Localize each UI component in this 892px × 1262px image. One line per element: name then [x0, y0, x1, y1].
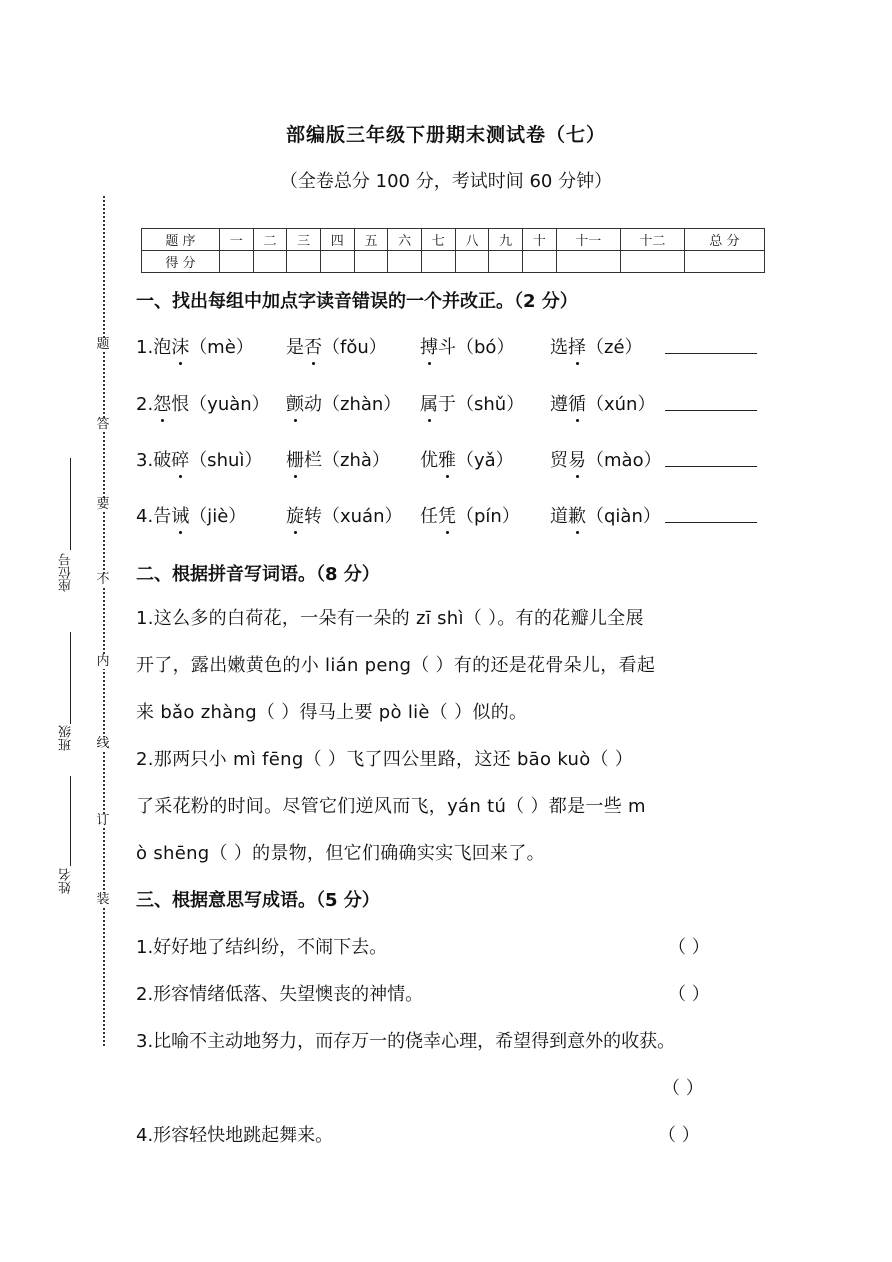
dotted-char: 歉: [568, 506, 586, 527]
section-3-item: 3.比喻不主动地努力，而存万一的侥幸心理，希望得到意外的收获。: [136, 1031, 676, 1052]
section-1-item: [286, 446, 390, 472]
score-cell[interactable]: [219, 251, 253, 273]
section-1-item: [286, 502, 403, 528]
pinyin-text: （zé）: [586, 337, 643, 358]
section-2-line: 了采花粉的时间。尽管它们逆风而飞，yán tú（ ）都是一些 m: [136, 796, 646, 817]
dotted-char: 颤: [286, 394, 304, 415]
score-table-header-row: [142, 229, 765, 251]
dotted-char: 择: [568, 337, 586, 358]
section-1-item: [136, 333, 254, 359]
section-1-item: [550, 333, 643, 359]
dotted-char: 碎: [171, 450, 190, 471]
pinyin-text: （shuì）: [189, 450, 263, 471]
dotted-char: 搏: [420, 337, 438, 358]
word-char: 贸: [550, 450, 568, 471]
answer-blank[interactable]: [665, 506, 757, 527]
section-2-line: 1.这么多的白荷花，一朵有一朵的 zī shì（ ）。有的花瓣儿全展: [136, 608, 644, 629]
dotted-char: 雅: [438, 450, 456, 471]
margin-char: 不: [96, 572, 110, 587]
score-table: [141, 228, 765, 273]
pinyin-text: （xún）: [586, 394, 656, 415]
score-table-score-row: [142, 251, 765, 273]
table-cell: 九: [489, 229, 523, 251]
score-cell[interactable]: [320, 251, 354, 273]
table-cell: 三: [287, 229, 321, 251]
pinyin-text: 转（xuán）: [304, 506, 403, 527]
section-3-item: 2.形容情绪低落、失望懊丧的神情。: [136, 984, 424, 1005]
table-cell: 十: [522, 229, 556, 251]
pinyin-text: 栏（zhà）: [304, 450, 390, 471]
seat-number-field[interactable]: [70, 458, 71, 550]
margin-char: 内: [96, 654, 110, 669]
pinyin-text: 斗（bó）: [438, 337, 515, 358]
table-cell: 二: [253, 229, 287, 251]
answer-paren[interactable]: （ ）: [668, 984, 710, 1005]
section-1-item: [550, 502, 661, 528]
section-3-heading: 三、根据意思写成语。（5 分）: [136, 890, 380, 911]
section-3-item: 4.形容轻快地跳起舞来。: [136, 1125, 334, 1146]
score-cell[interactable]: [354, 251, 388, 273]
margin-char: 线: [96, 736, 110, 751]
table-cell: 十二: [620, 229, 684, 251]
section-1-item: [550, 390, 655, 416]
word-char: 优: [420, 450, 438, 471]
score-cell[interactable]: [253, 251, 287, 273]
answer-blank[interactable]: [665, 394, 757, 415]
margin-char: 要: [96, 497, 110, 512]
section-3-item: 1.好好地了结纠纷，不闹下去。: [136, 937, 388, 958]
section-2-line: 开了，露出嫩黄色的小 lián peng（ ）有的还是花骨朵儿，看起: [136, 655, 656, 676]
table-cell: 六: [388, 229, 422, 251]
margin-char: 订: [96, 813, 110, 828]
section-1-item: [286, 333, 387, 359]
word-char: 任: [420, 506, 438, 527]
section-2-line: 2.那两只小 mì fēng（ ）飞了四公里路，这还 bāo kuò（ ）: [136, 749, 634, 770]
word-char: 破: [153, 450, 172, 471]
section-1-item: [136, 446, 262, 472]
table-cell: 总 分: [685, 229, 765, 251]
section-1-heading: 一、找出每组中加点字读音错误的一个并改正。（2 分）: [136, 291, 578, 312]
section-2-line: ò shēng（ ）的景物，但它们确确实实飞回来了。: [136, 843, 545, 864]
dotted-char: 诫: [171, 506, 190, 527]
margin-char: 装: [96, 892, 110, 907]
word-char: 是: [286, 337, 304, 358]
dotted-char: 栅: [286, 450, 304, 471]
section-1-item: [550, 446, 662, 472]
answer-paren[interactable]: （ ）: [668, 937, 710, 958]
pinyin-text: （pín）: [456, 506, 520, 527]
section-1-item: [136, 390, 270, 416]
word-char: 泡: [153, 337, 172, 358]
table-cell: 十一: [556, 229, 620, 251]
class-label: 班级: [59, 725, 74, 751]
pinyin-text: （mào）: [586, 450, 662, 471]
section-1-item: [420, 446, 514, 472]
table-cell: 七: [421, 229, 455, 251]
table-cell: 五: [354, 229, 388, 251]
dotted-char: 循: [568, 394, 586, 415]
score-cell[interactable]: [620, 251, 684, 273]
margin-char: 答: [96, 417, 110, 432]
question-number: 1.: [136, 337, 154, 358]
dotted-char: 否: [304, 337, 322, 358]
score-cell[interactable]: [685, 251, 765, 273]
pinyin-text: （mè）: [189, 337, 254, 358]
section-1-item: [420, 333, 514, 359]
table-cell: 八: [455, 229, 489, 251]
dotted-char: 怨: [153, 394, 172, 415]
pinyin-text: （yǎ）: [456, 450, 514, 471]
section-1-item: [136, 502, 246, 528]
dotted-char: 属: [420, 394, 438, 415]
pinyin-text: （fǒu）: [322, 337, 387, 358]
score-cell[interactable]: [489, 251, 523, 273]
dotted-char: 旋: [286, 506, 304, 527]
table-cell: 题 序: [142, 229, 220, 251]
pinyin-text: 恨（yuàn）: [171, 394, 270, 415]
table-cell: 四: [320, 229, 354, 251]
question-number: 4.: [136, 506, 154, 527]
page-title: 部编版三年级下册期末测试卷（七）: [285, 124, 606, 146]
word-char: 告: [153, 506, 172, 527]
table-cell: 一: [219, 229, 253, 251]
dotted-char: 易: [568, 450, 586, 471]
answer-blank[interactable]: [665, 450, 757, 471]
pinyin-text: （jiè）: [189, 506, 247, 527]
section-2-line: 来 bǎo zhàng（ ）得马上要 pò liè（ ）似的。: [136, 702, 528, 723]
seat-number-label: 座位号: [59, 553, 74, 592]
word-char: 遵: [550, 394, 568, 415]
dotted-char: 凭: [438, 506, 456, 527]
page-subtitle: （全卷总分 100 分，考试时间 60 分钟）: [279, 171, 613, 192]
word-char: 道: [550, 506, 568, 527]
answer-blank[interactable]: [665, 337, 757, 358]
score-cell[interactable]: [522, 251, 556, 273]
score-cell[interactable]: [455, 251, 489, 273]
pinyin-text: （qiàn）: [586, 506, 661, 527]
pinyin-text: 于（shǔ）: [438, 394, 525, 415]
answer-paren[interactable]: （ ）: [658, 1125, 700, 1146]
dotted-char: 沫: [171, 337, 190, 358]
class-field[interactable]: [70, 632, 71, 724]
name-label: 姓名: [59, 868, 74, 894]
question-number: 2.: [136, 394, 154, 415]
pinyin-text: 动（zhàn）: [304, 394, 402, 415]
question-number: 3.: [136, 450, 154, 471]
score-cell[interactable]: [388, 251, 422, 273]
margin-char: 题: [96, 337, 110, 352]
section-1-item: [420, 390, 524, 416]
score-cell[interactable]: [287, 251, 321, 273]
score-cell[interactable]: [421, 251, 455, 273]
section-1-item: [420, 502, 520, 528]
section-1-item: [286, 390, 401, 416]
answer-paren[interactable]: （ ）: [662, 1078, 704, 1099]
section-2-heading: 二、根据拼音写词语。（8 分）: [136, 564, 380, 585]
binding-dotted-line: [103, 196, 105, 1046]
word-char: 选: [550, 337, 568, 358]
score-cell[interactable]: [556, 251, 620, 273]
name-field[interactable]: [70, 776, 71, 866]
table-cell: 得 分: [142, 251, 220, 273]
